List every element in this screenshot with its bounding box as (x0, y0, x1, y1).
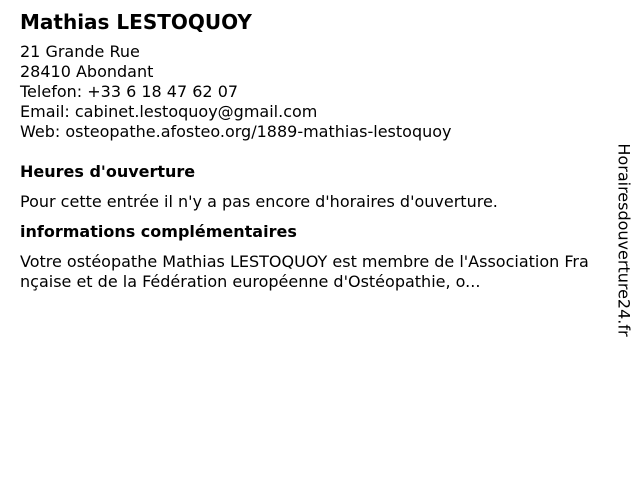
phone-line (20, 82, 590, 102)
email-line (20, 102, 590, 122)
phone-link[interactable]: +33 6 18 47 62 07 (87, 82, 239, 101)
contact-block (20, 42, 590, 142)
email-link[interactable]: cabinet.lestoquoy@gmail.com (74, 102, 318, 121)
phone-label: Telefon: (20, 82, 88, 101)
web-line (20, 122, 590, 142)
web-label: Web: (20, 122, 66, 141)
street-address: 21 Grande Rue (20, 42, 140, 61)
additional-info-text: Votre ostéopathe Mathias LESTOQUOY est membre de l'Association Française et de la Fédération européenne d'Ostéopathie, o... (20, 252, 589, 291)
opening-hours-title: Heures d'ouverture (20, 162, 196, 181)
site-watermark: Horairesdouverture24.fr (614, 143, 634, 337)
opening-hours-text: Pour cette entrée il n'y a pas encore d'horaires d'ouverture. (20, 192, 498, 211)
city-address: 28410 Abondant (20, 62, 154, 81)
entry-card (20, 10, 590, 292)
additional-info-title: informations complémentaires (20, 222, 297, 241)
web-link[interactable]: osteopathe.afosteo.org/1889-mathias-lestoquoy (65, 122, 452, 141)
email-label: Email: (20, 102, 75, 121)
entry-name: Mathias LESTOQUOY (20, 10, 252, 34)
